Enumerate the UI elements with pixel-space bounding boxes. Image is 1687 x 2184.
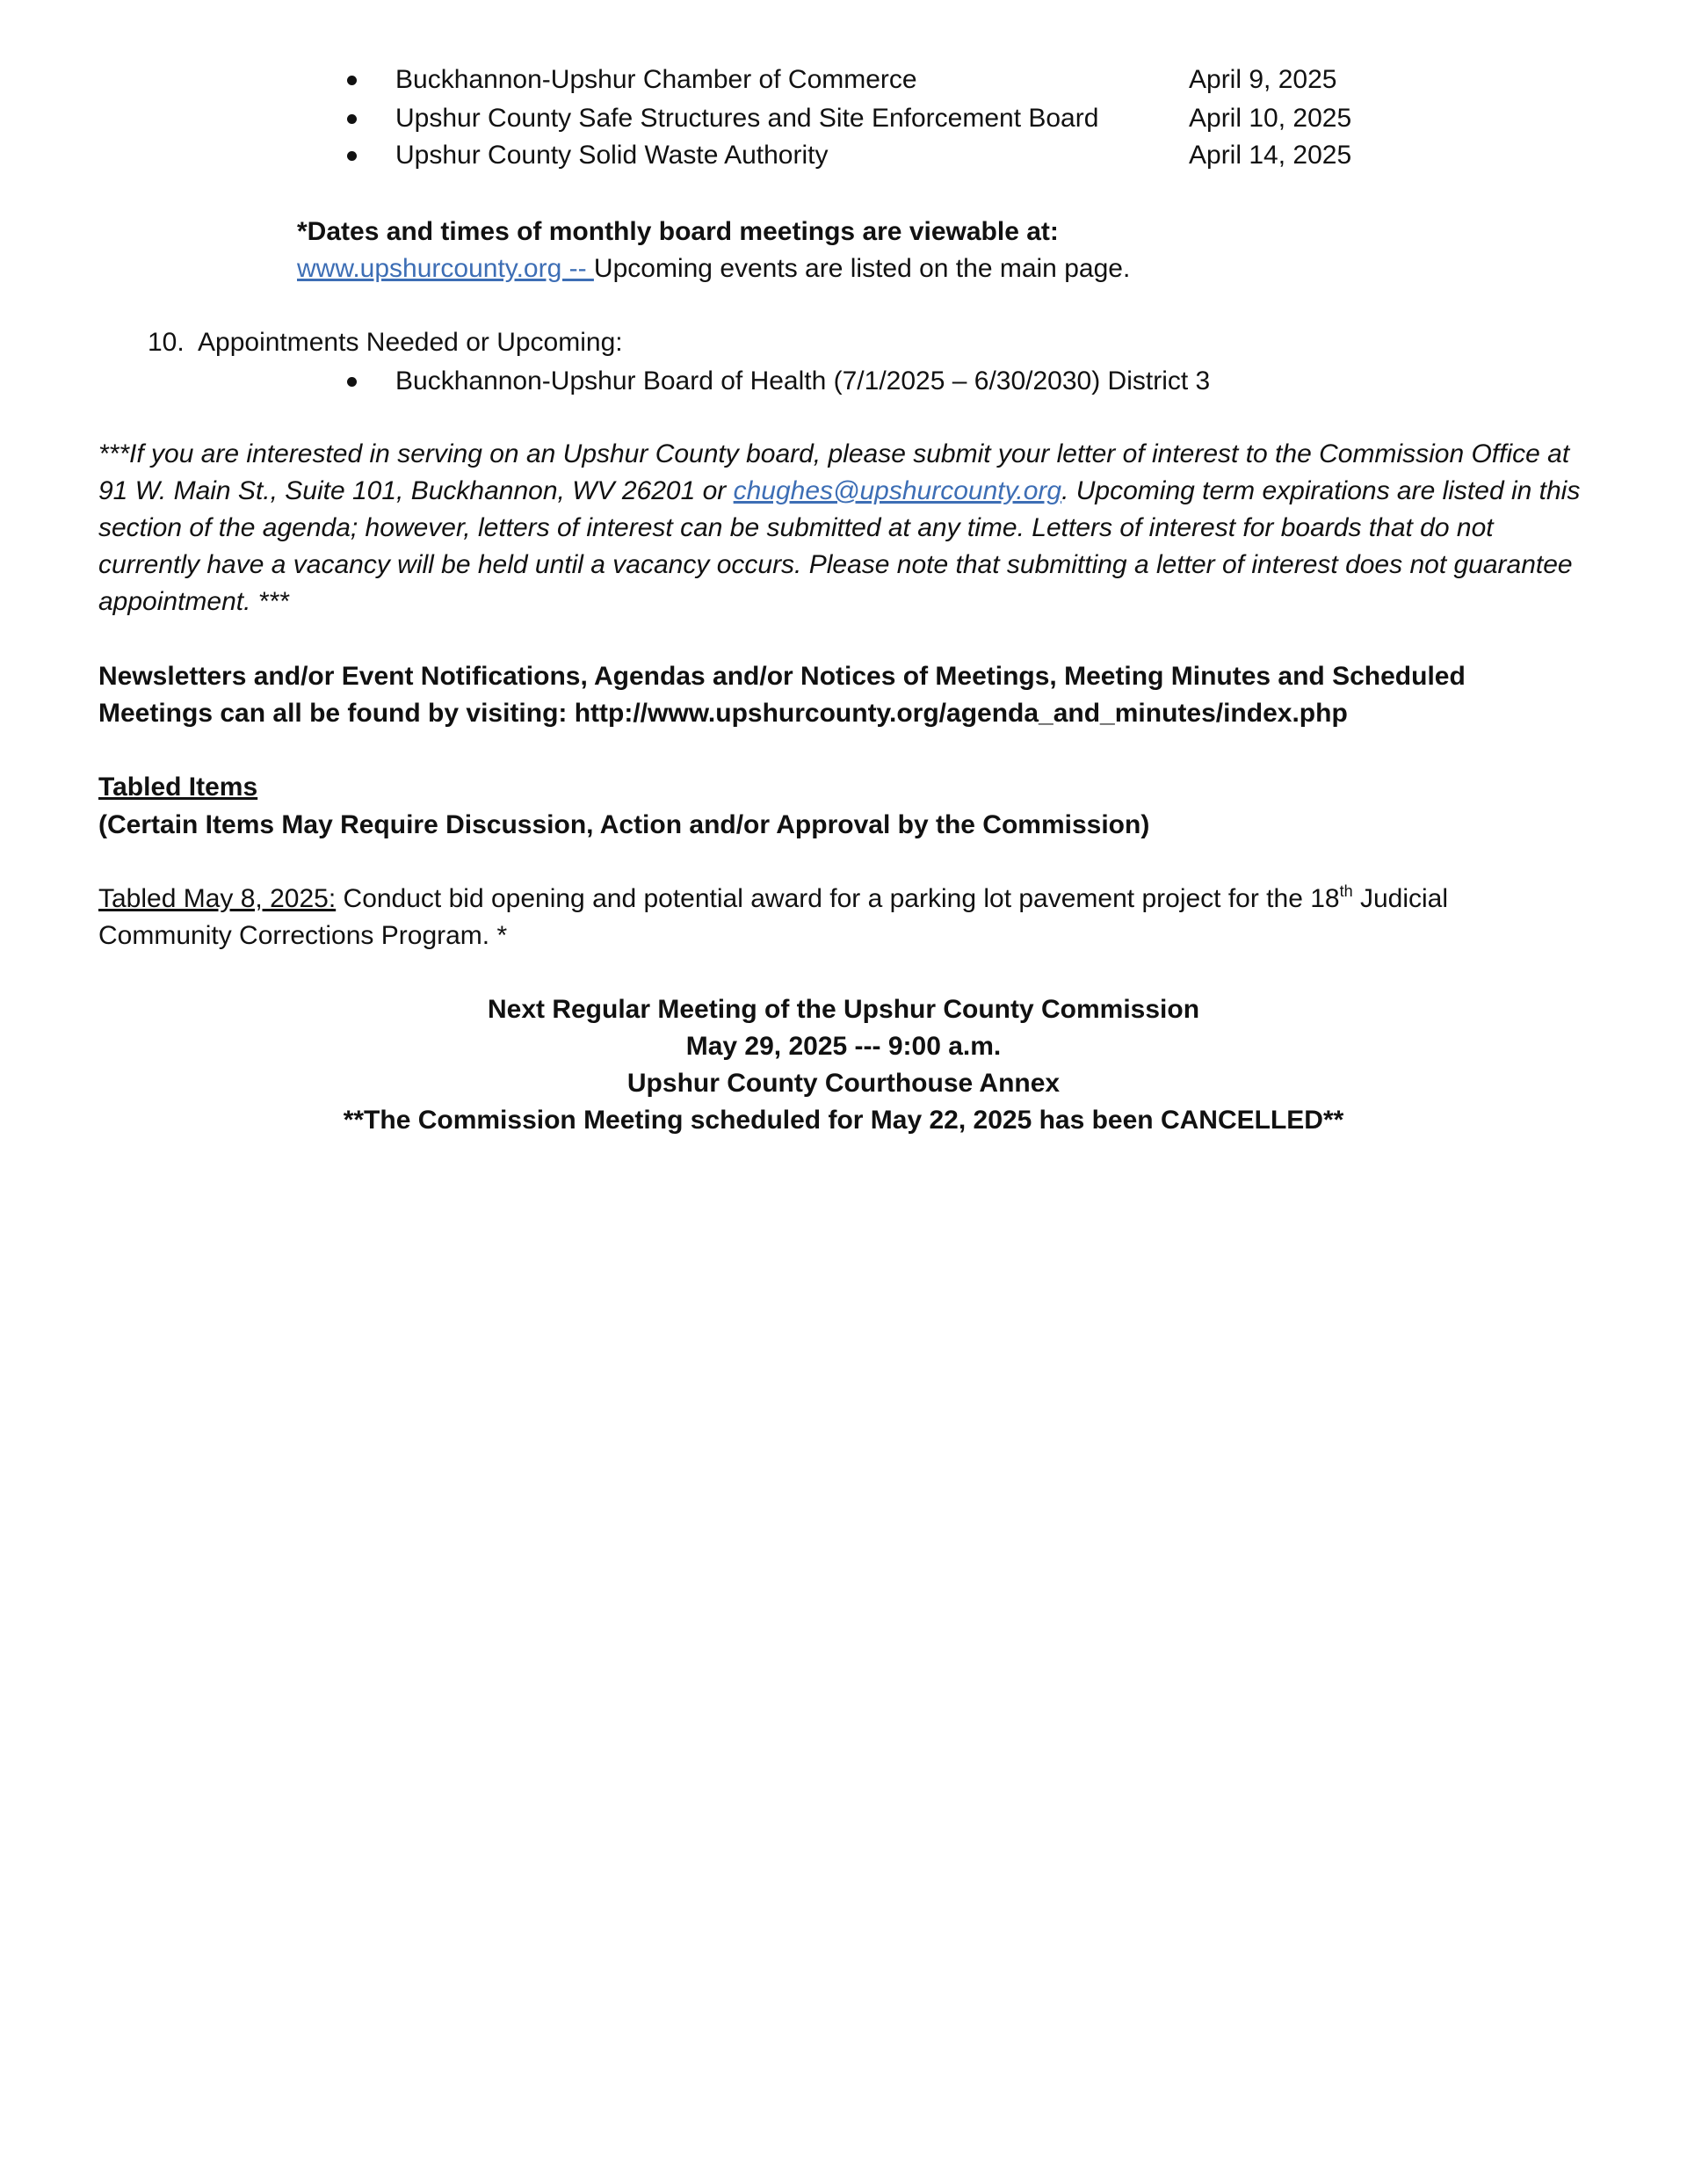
item-number: 10. — [148, 328, 185, 357]
website-link[interactable]: www.upshurcounty.org -- — [297, 254, 594, 283]
appointment-item: Buckhannon-Upshur Board of Health (7/1/2025 – 6/30/2030) District 3 — [395, 366, 1211, 395]
tabled-item-text: Conduct bid opening and potential award for a parking lot pavement project for the 18 — [336, 884, 1340, 913]
next-meeting-title: Next Regular Meeting of the Upshur County Commission — [487, 995, 1200, 1024]
next-meeting-datetime: May 29, 2025 --- 9:00 a.m. — [685, 1032, 1002, 1061]
list-item — [0, 100, 1687, 137]
interest-note — [98, 436, 1583, 620]
dates-note-line — [297, 250, 1130, 287]
list-item — [0, 137, 1687, 174]
tabled-item-label: Tabled May 8, 2025: — [98, 884, 337, 913]
tabled-item-text-continued: Judicial Community Corrections Program. * — [98, 884, 1448, 950]
item-title: Appointments Needed or Upcoming: — [198, 328, 623, 357]
newsletters-note: Newsletters and/or Event Notifications, Agendas and/or Notices of Meetings, Meeting Minutes and Scheduled Meetings can all be found by visiting: http://www.upshurcounty.org/agenda_and_minutes/index.php — [98, 662, 1466, 728]
meeting-date: April 10, 2025 — [1189, 104, 1352, 133]
meeting-date: April 14, 2025 — [1189, 141, 1352, 170]
interest-note-text: ***If you are interested in serving on an Upshur County board, please submit your letter of interest to the Commission Office at 91 W. Main St., Suite 101, Buckhannon, WV 26201 or — [98, 439, 1570, 505]
bullet-icon — [347, 114, 357, 124]
interest-note-text-continued: . Upcoming term expirations are listed in this section of the agenda; however, letters of interest can be submitted at any time. Letters of interest for boards that do not currently have a vacancy will be held until a vacancy occurs. Please note that submitting a letter of interest does not guarantee appointment. *** — [98, 476, 1581, 616]
bullet-icon — [347, 151, 357, 161]
tabled-subheading: (Certain Items May Require Discussion, Action and/or Approval by the Commission) — [98, 810, 1150, 839]
cancellation-notice: **The Commission Meeting scheduled for May 22, 2025 has been CANCELLED** — [343, 1106, 1344, 1135]
tabled-heading: Tabled Items — [98, 773, 258, 802]
dates-note-heading: *Dates and times of monthly board meetings are viewable at: — [297, 217, 1059, 246]
email-link[interactable]: chughes@upshurcounty.org — [733, 476, 1062, 505]
meeting-name: Upshur County Safe Structures and Site Enforcement Board — [395, 104, 1099, 133]
list-item — [0, 62, 1687, 98]
bullet-icon — [347, 377, 357, 387]
tabled-item — [98, 881, 1583, 954]
next-meeting-location: Upshur County Courthouse Annex — [626, 1069, 1061, 1098]
meeting-name: Buckhannon-Upshur Chamber of Commerce — [395, 65, 917, 94]
list-item — [0, 363, 1687, 400]
bullet-icon — [347, 76, 357, 85]
dates-note-rest: Upcoming events are listed on the main page. — [593, 254, 1131, 283]
meeting-name: Upshur County Solid Waste Authority — [395, 141, 829, 170]
meeting-date: April 9, 2025 — [1189, 65, 1337, 94]
ordinal-suffix: th — [1339, 882, 1353, 900]
